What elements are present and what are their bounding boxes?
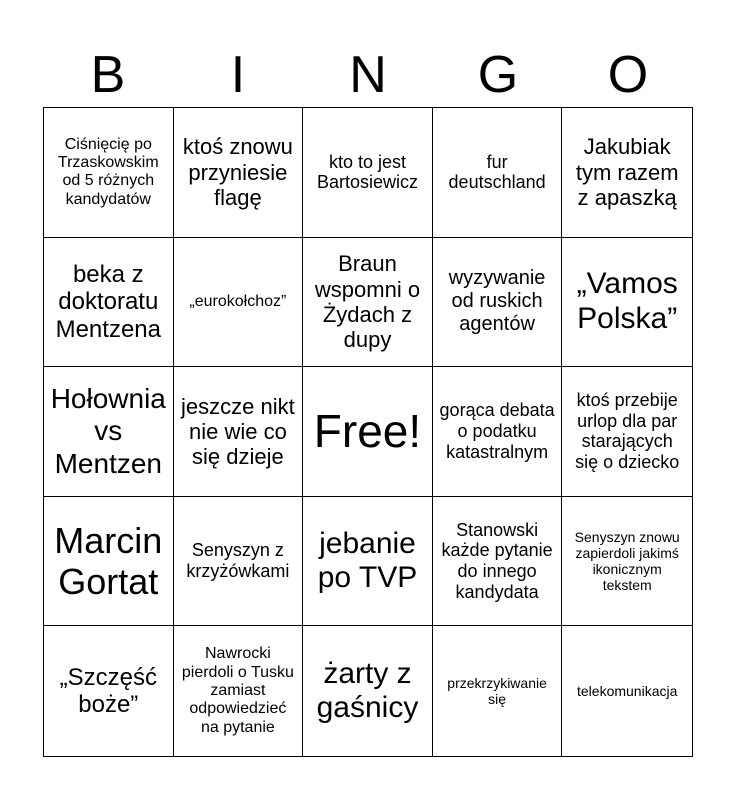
bingo-cell[interactable] (174, 238, 304, 368)
header-letter-o: O (607, 46, 649, 104)
bingo-cell-text: „Vamos Polska” (576, 267, 678, 335)
bingo-cell[interactable] (44, 626, 174, 756)
bingo-cell-text: Senyszyn znowu zapierdoli jakimś ikonicznym tekstem (574, 528, 680, 594)
bingo-cell[interactable] (303, 626, 433, 756)
bingo-cell[interactable] (44, 238, 174, 368)
bingo-cell[interactable] (433, 238, 563, 368)
bingo-cell-text: kto to jest Bartosiewicz (316, 151, 418, 193)
bingo-cell[interactable] (562, 626, 692, 756)
bingo-cell-text: ktoś przebije urlop dla par starających się o dziecko (575, 390, 680, 473)
bingo-cell-text: „eurokołchoz” (189, 292, 287, 310)
bingo-cell-text: żarty z gaśnicy (316, 656, 419, 725)
bingo-cell-text: fur deutschland (448, 151, 546, 193)
bingo-cell[interactable] (44, 497, 174, 627)
bingo-cell-text: Ciśnięcię po Trzaskowskim od 5 różnych kandydatów (57, 135, 159, 208)
bingo-cell[interactable] (562, 238, 692, 368)
free-space-cell[interactable] (303, 367, 433, 497)
bingo-cell[interactable] (562, 367, 692, 497)
bingo-cell[interactable] (174, 367, 304, 497)
bingo-cell-text: jebanie po TVP (317, 526, 418, 595)
header-letter-i: I (230, 46, 246, 104)
bingo-cell-text: przekrzykiwanie się (447, 675, 547, 708)
header-letter-b: B (90, 46, 126, 104)
bingo-cell-text: Hołownia vs Mentzen (50, 383, 166, 479)
bingo-cell[interactable] (433, 367, 563, 497)
bingo-cell[interactable] (174, 626, 304, 756)
header-letter-n: N (349, 46, 387, 104)
free-space-text: Free! (313, 405, 422, 458)
bingo-cell[interactable] (174, 108, 304, 238)
bingo-cell-text: telekomunikacja (577, 683, 678, 700)
bingo-cell[interactable] (303, 238, 433, 368)
bingo-header (43, 42, 693, 108)
bingo-cell-text: gorąca debata o podatku katastralnym (439, 400, 555, 462)
bingo-cell-text: Marcin Gortat (54, 519, 163, 603)
bingo-cell-text: jeszcze nikt nie wie co się dzieje (181, 393, 295, 470)
bingo-cell[interactable] (303, 108, 433, 238)
bingo-cell[interactable] (433, 108, 563, 238)
bingo-cell-text: Jakubiak tym razem z apaszką (575, 134, 679, 210)
bingo-cell[interactable] (174, 497, 304, 627)
bingo-cell[interactable] (433, 497, 563, 627)
bingo-cell-text: ktoś znowu przyniesie flagę (182, 134, 293, 210)
bingo-cell[interactable] (44, 367, 174, 497)
bingo-cell[interactable] (562, 108, 692, 238)
bingo-cell[interactable] (303, 497, 433, 627)
bingo-cell-text: Nawrocki pierdoli o Tusku zamiast odpowiedzieć na pytanie (181, 645, 294, 736)
bingo-cell-text: beka z doktoratu Mentzena (55, 260, 161, 343)
bingo-cell[interactable] (562, 497, 692, 627)
bingo-cell-text: Braun wspomni o Żydach z dupy (314, 251, 421, 353)
header-letter-g: G (477, 46, 519, 104)
bingo-board (43, 107, 693, 757)
bingo-cell[interactable] (44, 108, 174, 238)
bingo-cell-text: wyzywanie od ruskich agentów (448, 267, 546, 336)
bingo-cell-text: Stanowski każde pytanie do innego kandydata (441, 519, 553, 602)
bingo-cell-text: „Szczęść boże” (59, 663, 157, 719)
bingo-cell-text: Senyszyn z krzyżówkami (186, 540, 290, 582)
bingo-cell[interactable] (433, 626, 563, 756)
